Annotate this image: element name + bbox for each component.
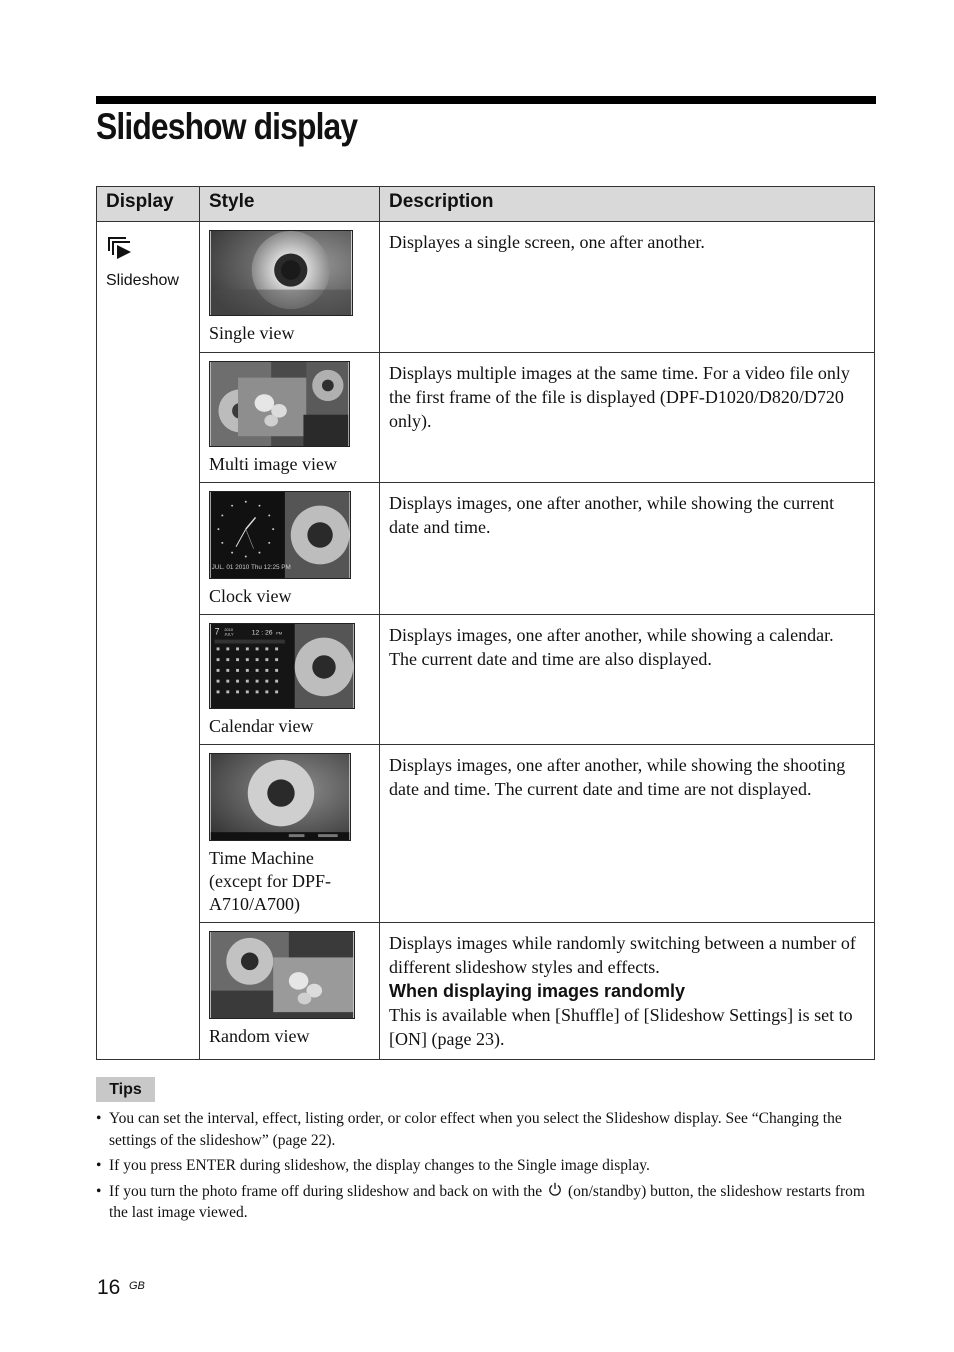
style-cell (200, 615, 380, 745)
style-label-random: Random view (209, 1026, 310, 1046)
calendar-month: JULY (224, 631, 234, 637)
sunflower-image (210, 231, 352, 315)
page-number: 16 (97, 1276, 121, 1299)
random-description: Displays images while randomly switching between a number of different slideshow styles and effects. (389, 933, 856, 977)
display-cell (97, 222, 200, 1060)
table-header-row (97, 187, 875, 222)
header-style: Style (200, 187, 380, 222)
style-label-single: Single view (209, 323, 295, 343)
multi-image-collage (210, 362, 349, 446)
random-view-thumbnail (209, 931, 355, 1019)
tip-text-before: If you turn the photo frame off during slideshow and back on with the (109, 1182, 543, 1200)
slideshow-icon (106, 234, 138, 260)
random-sub-description: This is available when [Shuffle] of [Slideshow Settings] is set to [ON] (page 23). (389, 1005, 853, 1049)
tip-text-after: (on/standby) button, the slideshow restarts from the last image viewed. (109, 1182, 865, 1221)
multi-view-thumbnail (209, 361, 350, 447)
table-row (97, 353, 875, 483)
style-cell (200, 353, 380, 483)
header-display: Display (97, 187, 200, 222)
description-cell: Displays images, one after another, while showing the current date and time. (380, 483, 875, 615)
time-machine-thumbnail (209, 753, 351, 841)
page-suffix: GB (129, 1280, 145, 1292)
tips-badge: Tips (96, 1077, 155, 1102)
description-cell: Displays multiple images at the same time. For a video file only the first frame of the file is displayed (DPF-D1020/D820/D720 only). (380, 353, 875, 483)
description-cell (380, 923, 875, 1060)
table-row (97, 745, 875, 923)
calendar-view-thumbnail (209, 623, 355, 709)
table-row (97, 222, 875, 353)
clock-date-text: JUL. 01 2010 Thu 12:25 PM (211, 564, 291, 572)
title-rule (96, 96, 876, 104)
description-cell: Displays images, one after another, while showing the shooting date and time. The current date and time are not displayed. (380, 745, 875, 923)
description-cell: Displayes a single screen, one after another. (380, 222, 875, 353)
description-cell: Displays images, one after another, while showing a calendar. The current date and time are also displayed. (380, 615, 875, 745)
list-item (96, 1181, 866, 1224)
calendar-day: 7 (214, 626, 220, 637)
clock-view-thumbnail (209, 491, 351, 579)
calendar-ampm: PM (276, 630, 282, 636)
style-label-clock: Clock view (209, 586, 292, 606)
time-machine-image (210, 754, 350, 840)
clock-view-image (210, 492, 350, 578)
tips-list (96, 1108, 866, 1228)
style-cell (200, 745, 380, 923)
table-row (97, 923, 875, 1060)
table-row (97, 483, 875, 615)
calendar-time: 12 : 26 (251, 629, 273, 637)
random-view-image (210, 932, 354, 1018)
style-cell (200, 483, 380, 615)
list-item: • If you press ENTER during slideshow, the display changes to the Single image display. (96, 1155, 866, 1177)
slideshow-table (96, 186, 875, 1060)
style-label-time-machine: Time Machine (except for DPF-A710/A700) (209, 848, 331, 914)
display-label: Slideshow (106, 272, 179, 289)
single-view-thumbnail (209, 230, 353, 316)
header-description: Description (380, 187, 875, 222)
table-row (97, 615, 875, 745)
style-cell (200, 923, 380, 1060)
page-title: Slideshow display (96, 106, 358, 147)
style-cell (200, 222, 380, 353)
calendar-view-image (210, 624, 354, 708)
random-subheading: When displaying images randomly (389, 981, 686, 1001)
style-label-multi: Multi image view (209, 454, 337, 474)
style-label-calendar: Calendar view (209, 716, 314, 736)
list-item: • You can set the interval, effect, listing order, or color effect when you select the Slideshow display. See “Changing the settings of the slideshow” (page 22). (96, 1108, 866, 1151)
calendar-year: 2010 (224, 626, 234, 632)
power-standby-icon (548, 1182, 562, 1197)
